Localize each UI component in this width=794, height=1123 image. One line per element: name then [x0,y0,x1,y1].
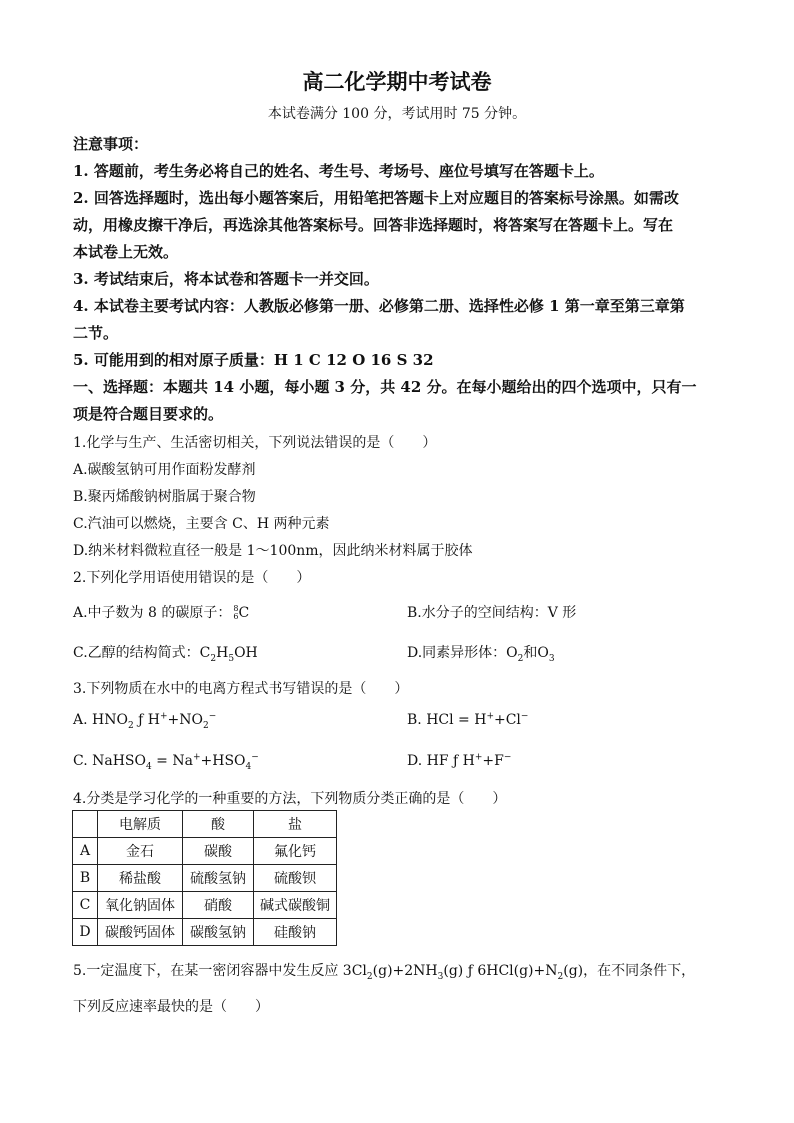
formula-part: C. NaHSO [73,753,146,769]
formula-part: ƒ H [133,712,160,728]
q1-option-b: B.聚丙烯酸钠树脂属于聚合物 [73,489,256,505]
q2-option-c-text: C.乙醇的结构简式：C [73,645,211,661]
q3-option-b [407,712,528,728]
table-cell: D [73,919,98,946]
superscript: − [503,752,512,763]
formula-part: 5.一定温度下，在某一密闭容器中发生反应 3Cl [73,963,367,979]
notice-item-2-cont: 动，用橡皮擦干净后，再选涂其他答案标号。回答非选择题时，将答案写在答题卡上。写在 [73,216,674,234]
formula-part: (g)+2NH [372,963,438,979]
table-header-cell [73,811,98,838]
formula-part: +F [482,753,504,769]
q1-option-d: D.纳米材料微粒直径一般是 1～100nm，因此纳米材料属于胶体 [73,543,473,559]
superscript: + [486,711,494,722]
superscript: − [208,711,217,722]
q2-option-d [407,642,555,662]
subscript: 2 [517,653,524,664]
subscript: 4 [245,761,252,772]
subscript: 2 [366,971,373,982]
superscript: + [474,752,483,763]
q5-stem [73,960,695,980]
table-cell: C [73,892,98,919]
q1-option-a: A.碳酸氢钠可用作面粉发酵剂 [73,462,256,478]
formula-part: +NO [167,712,203,728]
formula-part: H [216,645,229,661]
table-cell: 金石 [98,838,183,865]
table-cell: A [73,838,98,865]
q2-option-a-text: A.中子数为 8 的碳原子： [73,605,232,621]
q4-stem: 4.分类是学习化学的一种重要的方法，下列物质分类正确的是（ ） [73,791,507,807]
superscript: + [159,711,168,722]
q2-option-b: B.水分子的空间结构：V 形 [407,605,577,621]
subscript: 2 [210,653,217,664]
table-row [73,838,337,865]
table-cell: 碳酸 [183,838,254,865]
q3-option-a [73,711,217,731]
table-cell: 碳酸氢钠 [183,919,254,946]
element-symbol: C [238,605,250,621]
formula-part: D. HF ƒ H [407,753,475,769]
formula-part: +HSO [200,753,246,769]
subscript: 2 [557,971,564,982]
formula-part: (g) ƒ 6HCl(g)+N [443,963,558,979]
q5-stem-cont: 下列反应速率最快的是（ ） [73,999,269,1015]
notice-item-4: 4. 本试卷主要考试内容：人教版必修第一册、必修第二册、选择性必修 1 第一章至第三章第 [73,297,685,315]
table-cell: 氟化钙 [254,838,337,865]
formula-part: B. HCl = H [407,712,487,728]
subscript: 2 [127,720,134,731]
exam-subtitle: 本试卷满分 100 分，考试用时 75 分钟。 [267,106,527,122]
table-row [73,919,337,946]
table-row [73,892,337,919]
notice-item-1: 1. 答题前，考生务必将自己的姓名、考生号、考场号、座位号填写在答题卡上。 [73,162,604,180]
notice-item-5: 5. 可能用到的相对原子质量：H 1 C 12 O 16 S 32 [73,351,434,369]
table-header-cell: 盐 [254,811,337,838]
table-cell: 硅酸钠 [254,919,337,946]
q2-stem: 2.下列化学用语使用错误的是（ ） [73,570,311,586]
formula-part: A. HNO [73,712,128,728]
table-cell: B [73,865,98,892]
table-cell: 碱式碳酸铜 [254,892,337,919]
exam-title: 高二化学期中考试卷 [302,69,492,94]
notice-item-4-end: 二节。 [73,324,119,342]
formula-part: (g)，在不同条件下， [563,963,696,979]
superscript: + [192,752,201,763]
table-cell: 稀盐酸 [98,865,183,892]
section1-heading: 一、选择题：本题共 14 小题，每小题 3 分，共 42 分。在每小题给出的四个选项中，只有一 [73,378,697,396]
table-row [73,865,337,892]
table-cell: 硝酸 [183,892,254,919]
table-cell: 硫酸氢钠 [183,865,254,892]
table-cell: 碳酸钙固体 [98,919,183,946]
subscript: 5 [228,653,235,664]
q2-option-d-text: D.同素异形体：O [407,645,518,661]
notice-item-2-end: 本试卷上无效。 [73,243,179,261]
superscript: − [520,711,529,722]
formula-part: 和O [523,645,549,661]
subscript: 3 [548,653,555,664]
table-header-cell: 电解质 [98,811,183,838]
superscript: − [251,752,259,763]
table-cell: 硫酸钡 [254,865,337,892]
subscript: 2 [203,720,209,731]
section1-heading-cont: 项是符合题目要求的。 [73,405,224,423]
q2-option-a [73,602,249,622]
table-header-cell: 酸 [183,811,254,838]
q3-stem: 3.下列物质在水中的电离方程式书写错误的是（ ） [73,681,409,697]
subscript: 4 [146,761,152,772]
subscript: 3 [437,971,444,982]
q3-option-c [73,752,259,772]
notice-item-3: 3. 考试结束后，将本试卷和答题卡一并交回。 [73,270,379,288]
mass-number: 8 [233,604,239,613]
classification-table [72,810,337,946]
formula-part: +Cl [493,712,521,728]
q2-option-c [73,642,258,662]
formula-part: OH [234,645,258,661]
table-header-row [73,811,337,838]
q3-option-d [407,753,511,769]
notice-item-2: 2. 回答选择题时，选出每小题答案后，用铅笔把答题卡上对应题目的答案标号涂黑。如需改 [73,189,679,207]
table-cell: 氧化钠固体 [98,892,183,919]
atomic-number: 6 [233,612,239,621]
notice-heading: 注意事项： [73,135,149,153]
formula-part: = Na [151,753,193,769]
q1-option-c: C.汽油可以燃烧，主要含 C、H 两种元素 [73,516,330,532]
q1-stem: 1.化学与生产、生活密切相关，下列说法错误的是（ ） [73,435,437,451]
